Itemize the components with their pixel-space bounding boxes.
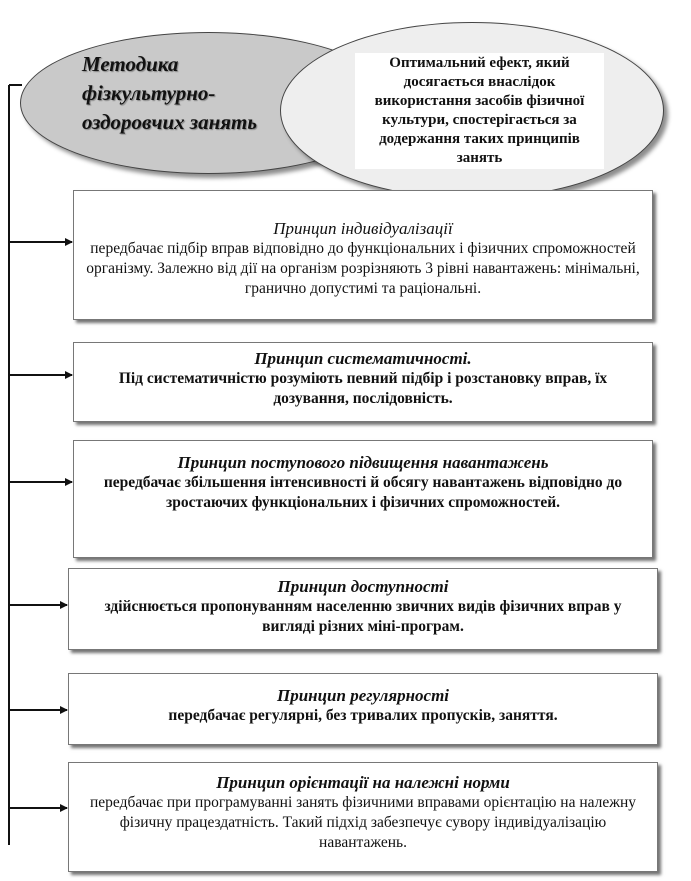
principle-box-individualization xyxy=(73,190,653,320)
principle-description: передбачає збільшення інтенсивності й обсягу навантажень відповідно до зростаючих функціональних і фізичних спроможностей. xyxy=(103,474,623,511)
principle-description: здійснюється пропонуванням населенню звичних видів фізичних вправ у вигляді різних міні-програм. xyxy=(104,598,622,635)
principle-box-accessibility xyxy=(68,568,658,650)
principle-title: Принцип поступового підвищення навантажень xyxy=(177,453,549,472)
principle-box-systematic xyxy=(73,342,653,422)
principle-box-norms xyxy=(68,762,658,872)
principle-description: передбачає при програмуванні занять фізичними вправами орієнтацію на належну фізичну працездатність. Такий підхід забезпечує сувору індивідуалізацію навантажень. xyxy=(89,794,637,851)
principle-title: Принцип індивідуалізації xyxy=(273,219,453,238)
principle-title: Принцип орієнтації на належні норми xyxy=(216,773,510,792)
methodology-title: Методика фізкультурно-оздоровчих занять xyxy=(82,52,257,134)
principle-box-gradual-load xyxy=(73,440,653,558)
principle-title: Принцип доступності xyxy=(277,577,449,596)
principle-description: Під систематичністю розуміють певний підбір і розстановку вправ, їх дозування, послідовність. xyxy=(118,370,608,407)
principle-box-regularity xyxy=(68,673,658,745)
principle-description: передбачає підбір вправ відповідно до функціональних і фізичних спроможностей організму. Залежно від дії на організм розрізняють 3 рівні навантажень: мінімальні, гранично допустимі та раціональні. xyxy=(86,240,640,297)
intro-statement: Оптимальний ефект, який досягається внаслідок використання засобів фізичної культури, спостерігається за додержання таких принципів занять xyxy=(355,53,604,169)
principle-description: передбачає регулярні, без тривалих пропусків, заняття. xyxy=(168,707,558,724)
principle-title: Принцип регулярності xyxy=(276,686,450,705)
principle-title: Принцип систематичності. xyxy=(254,349,472,368)
